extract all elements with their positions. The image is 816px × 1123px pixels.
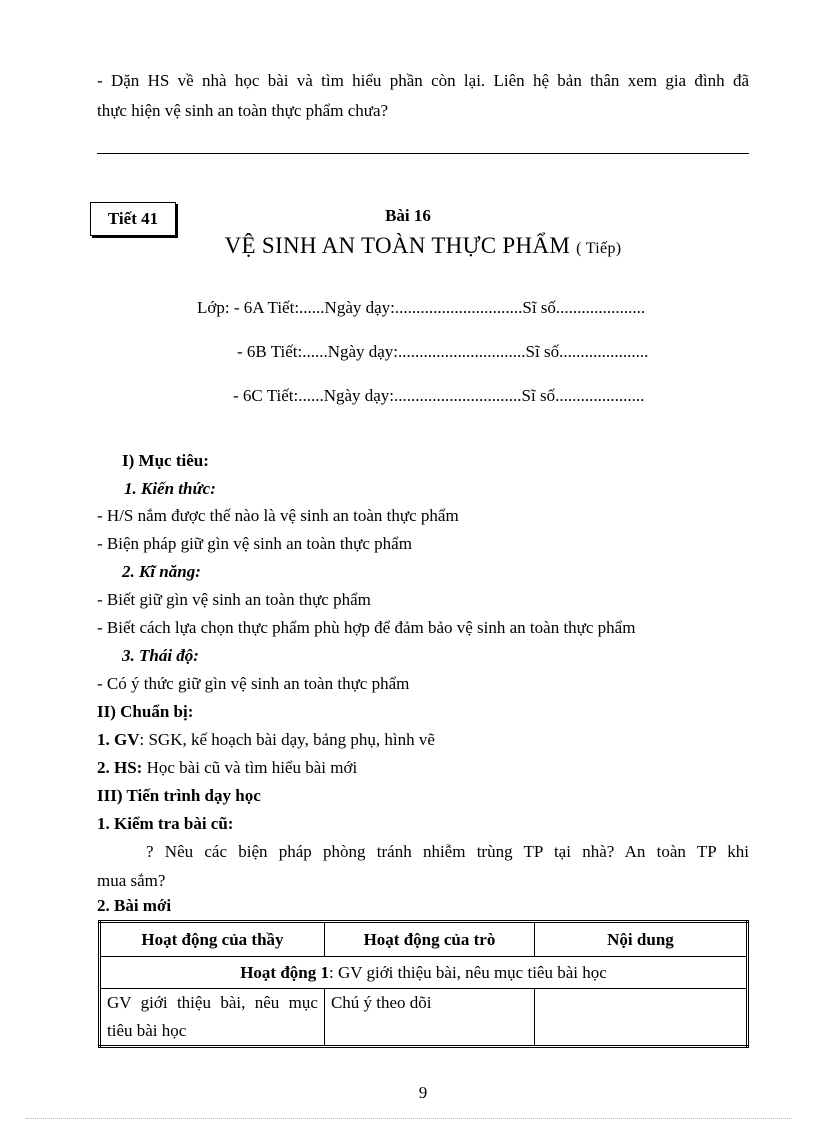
heading-bai-moi: 2. Bài mới — [97, 896, 172, 915]
class-row-6c: - 6C Tiết:......Ngày dạy:..............................Sĩ số..................... — [233, 386, 645, 405]
cell-teacher-line-2: tiêu bài học — [107, 1021, 187, 1040]
chuan-bi-hs — [97, 758, 357, 778]
class-row-6a: Lớp: - 6A Tiết:......Ngày dạy:..............................Sĩ số..................... — [197, 298, 646, 317]
class-row-6b: - 6B Tiết:......Ngày dạy:..............................Sĩ số..................... — [237, 342, 649, 361]
table-header-teacher: Hoạt động của thầy — [100, 922, 325, 957]
lesson-number: Bài 16 — [385, 206, 431, 225]
ki-nang-item-2: - Biết cách lựa chọn thực phẩm phù hợp để đảm bảo vệ sinh an toàn thực phẩm — [97, 618, 636, 637]
ki-nang-item-1: - Biết giữ gìn vệ sinh an toàn thực phẩm — [97, 590, 371, 609]
hs-label: 2. HS: — [97, 758, 143, 777]
heading-chuan-bi: II) Chuẩn bị: — [97, 702, 194, 721]
heading-kiem-tra: 1. Kiểm tra bài cũ: — [97, 814, 234, 833]
table-header-student: Hoạt động của trò — [324, 922, 534, 957]
hs-text: Học bài cũ và tìm hiểu bài mới — [142, 758, 358, 777]
intro-line-1: - Dặn HS về nhà học bài và tìm hiểu phần còn lại. Liên hệ bản thân xem gia đình đã — [97, 71, 749, 90]
chuan-bi-gv — [97, 730, 435, 750]
heading-ki-nang: 2. Kĩ năng: — [122, 562, 201, 581]
page-number: 9 — [418, 1083, 428, 1102]
lesson-period-box: Tiết 41 — [90, 202, 176, 236]
lesson-title-suffix: ( Tiếp) — [576, 240, 622, 257]
kien-thuc-item-2: - Biện pháp giữ gìn vệ sinh an toàn thực phẩm — [97, 534, 412, 553]
cell-teacher — [100, 989, 325, 1047]
heading-muc-tieu: I) Mục tiêu: — [122, 451, 209, 470]
heading-thai-do: 3. Thái độ: — [122, 646, 199, 665]
cell-teacher-line-1: GV giới thiệu bài, nêu mục — [107, 993, 318, 1012]
kien-thuc-item-1: - H/S nắm được thế nào là vệ sinh an toàn thực phẩm — [97, 506, 459, 525]
table-activity-row — [100, 957, 748, 989]
table-row — [100, 989, 748, 1047]
lesson-title — [0, 233, 816, 259]
kiem-tra-question-line-1: ? Nêu các biện pháp phòng tránh nhiễm trùng TP tại nhà? An toàn TP khi — [146, 842, 749, 861]
cell-student: Chú ý theo dõi — [324, 989, 534, 1047]
lesson-title-main: VỆ SINH AN TOÀN THỰC PHẨM — [224, 233, 571, 258]
heading-tien-trinh: III) Tiến trình dạy học — [97, 786, 261, 805]
cell-content — [534, 989, 747, 1047]
thai-do-item-1: - Có ý thức giữ gìn vệ sinh an toàn thực phẩm — [97, 674, 410, 693]
kiem-tra-question-line-2: mua sắm? — [97, 871, 166, 890]
gv-label: 1. GV — [97, 730, 140, 749]
page-bottom-border — [26, 1118, 792, 1119]
activity-1-label: Hoạt động 1 — [240, 962, 329, 982]
activities-table — [98, 920, 749, 1048]
table-header-row — [100, 922, 748, 957]
intro-line-2: thực hiện vệ sinh an toàn thực phẩm chưa? — [97, 101, 389, 120]
activity-1-text: : GV giới thiệu bài, nêu mục tiêu bài học — [329, 962, 607, 982]
table-header-content: Nội dung — [534, 922, 747, 957]
activity-1-cell — [100, 957, 748, 989]
section-divider — [97, 153, 749, 154]
gv-text: : SGK, kế hoạch bài dạy, bảng phụ, hình vẽ — [139, 730, 435, 749]
heading-kien-thuc: 1. Kiến thức: — [124, 479, 216, 498]
